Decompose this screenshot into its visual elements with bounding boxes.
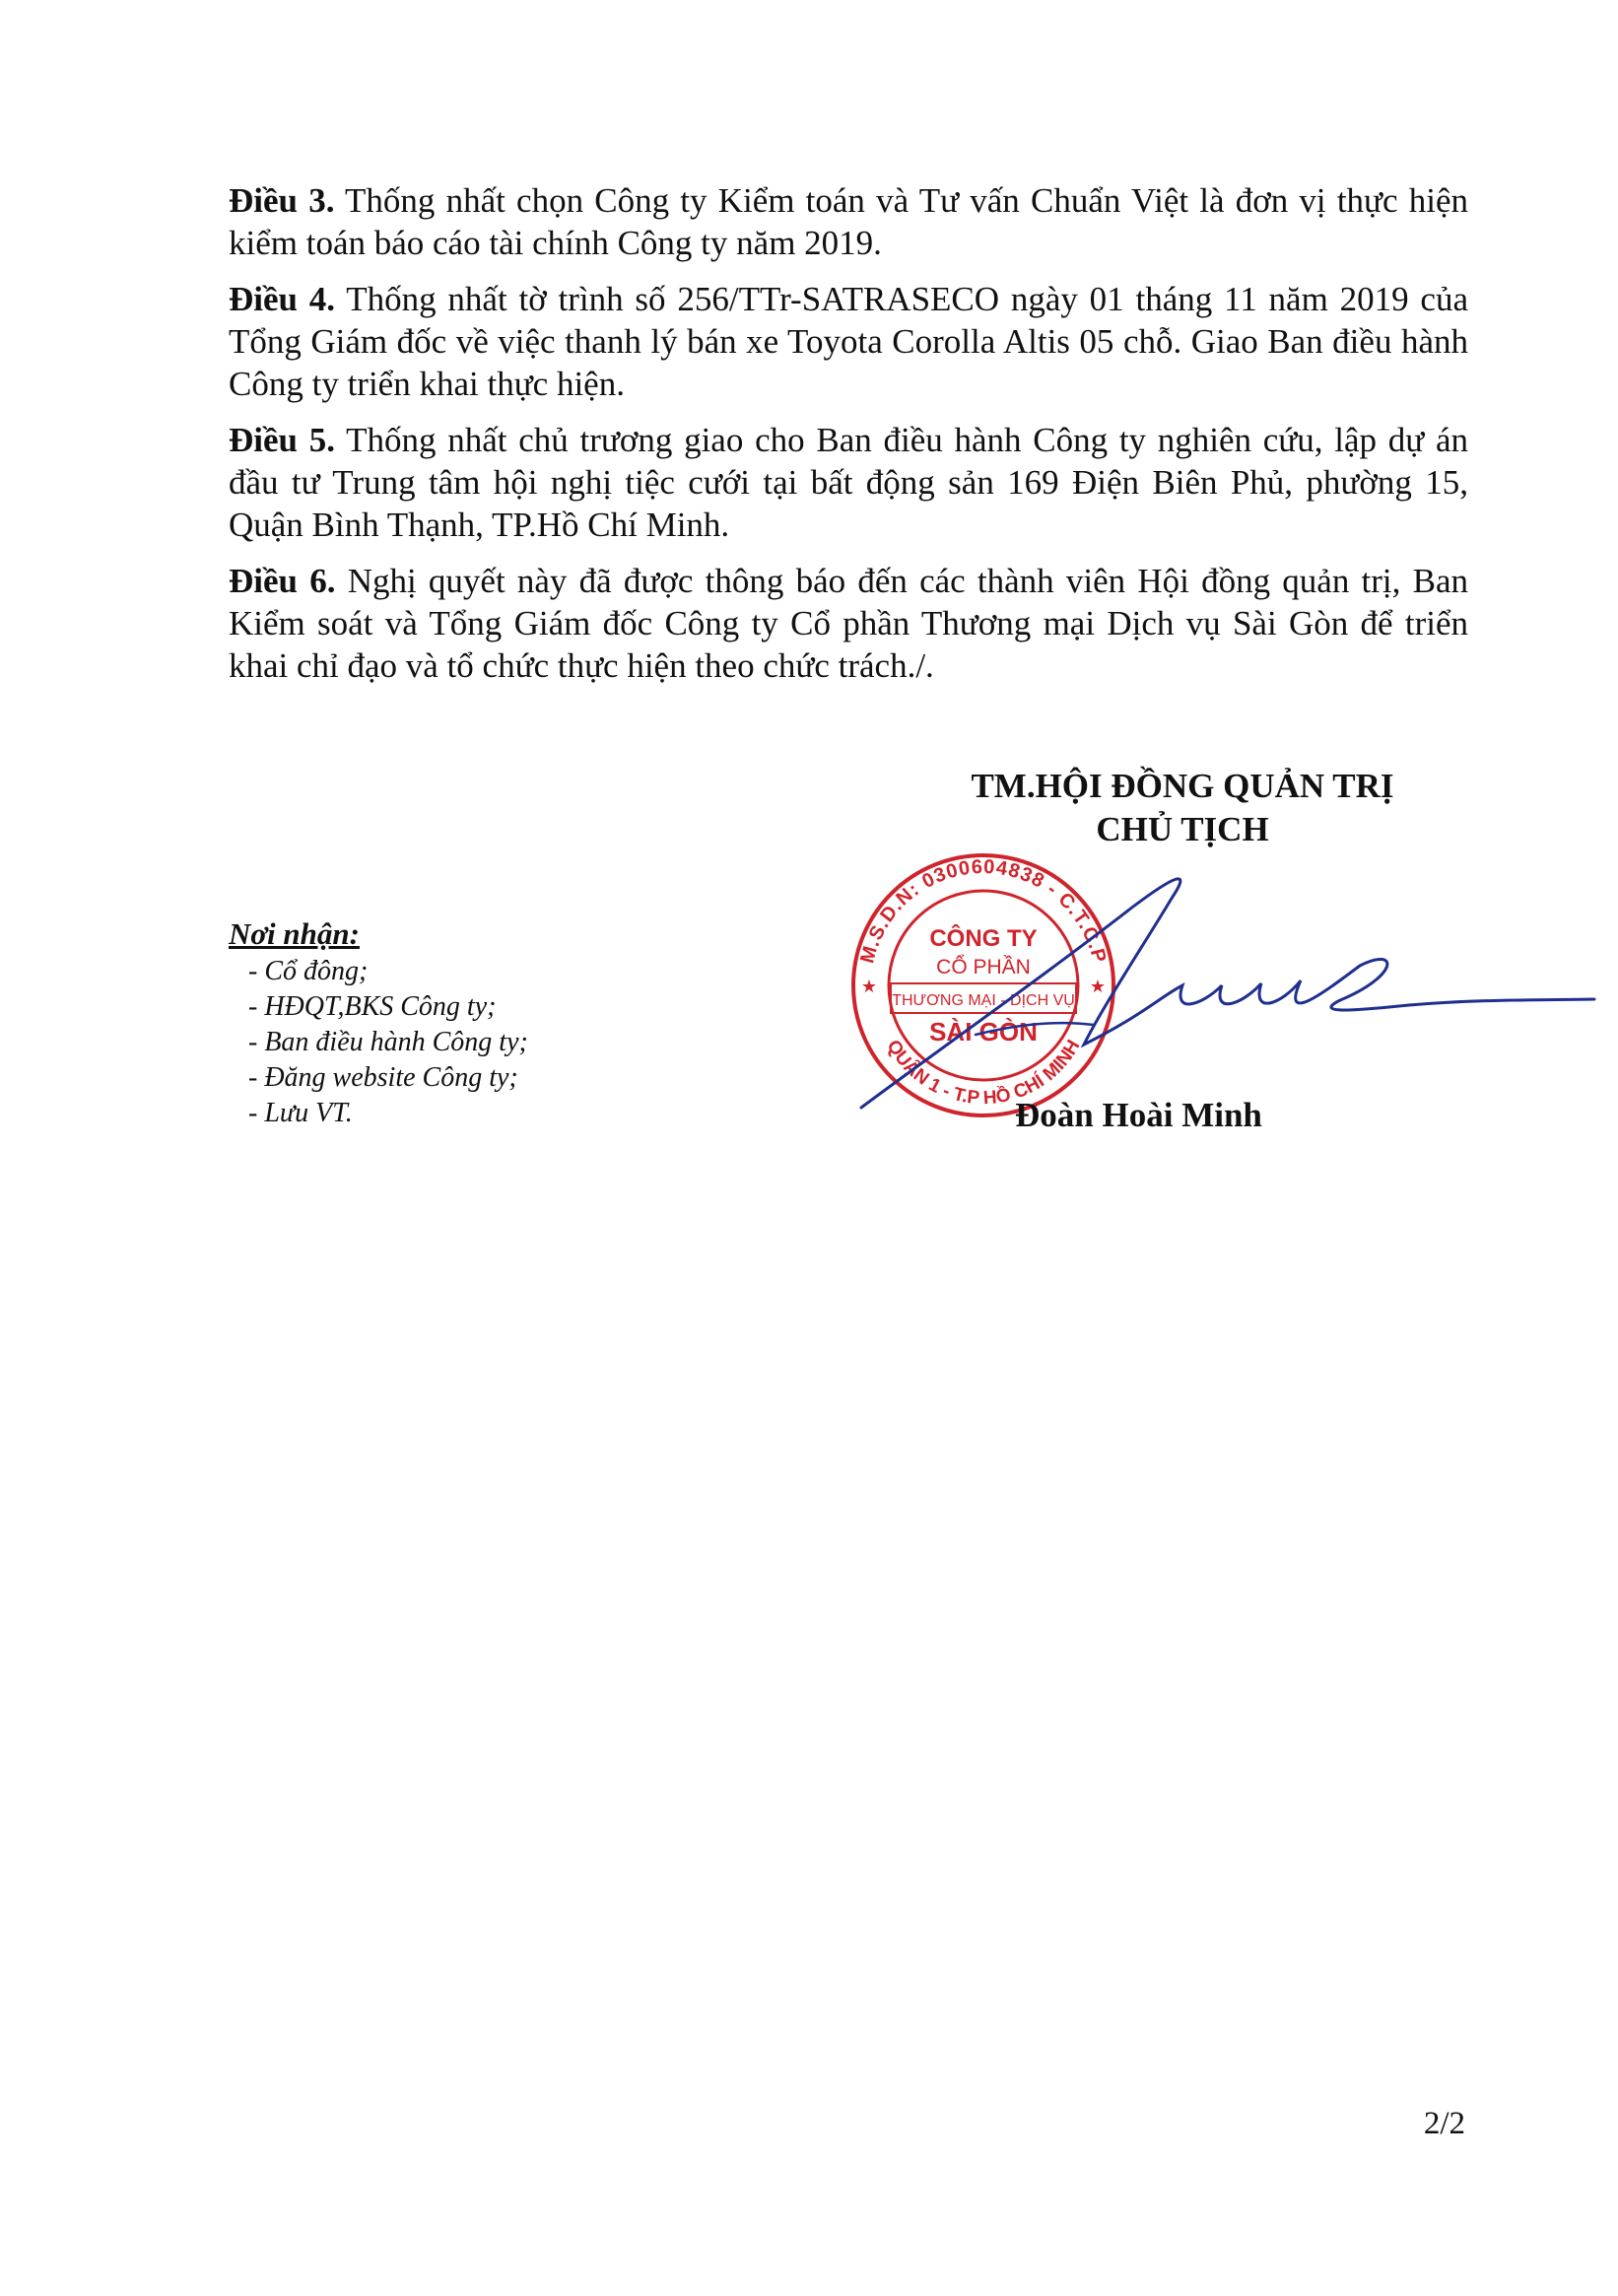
seal-outer-text: M.S.D.N: 0300604838 - C.T.C.P [856, 855, 1111, 966]
handwritten-signature [847, 867, 1596, 1123]
recipient-item: - Cổ đông; [248, 956, 369, 986]
recipient-item: - Lưu VT. [248, 1098, 353, 1128]
article-5-heading: Điều 5. [229, 421, 335, 459]
chairman-title: CHỦ TỊCH [1096, 810, 1269, 848]
recipient-item: - Đăng website Công ty; [248, 1062, 518, 1093]
board-title: TM.HỘI ĐỒNG QUẢN TRỊ [971, 767, 1394, 805]
seal-star-right: ★ [1089, 977, 1107, 996]
recipient-item: - Ban điều hành Công ty; [248, 1027, 528, 1057]
article-3-heading: Điều 3. [229, 181, 335, 220]
article-3 [229, 179, 1468, 264]
page-number: 2/2 [1423, 2106, 1465, 2141]
article-3-text: Thống nhất chọn Công ty Kiểm toán và Tư vấn Chuẩn Việt là đơn vị thực hiện kiểm toán báo cáo tài chính Công ty năm 2019. [229, 181, 1469, 262]
seal-star-left: ★ [860, 977, 878, 996]
seal-jsc-label: CỔ PHẦN [936, 956, 1031, 979]
resolution-articles [229, 179, 1468, 701]
recipients-label: Nơi nhận: [229, 916, 360, 951]
article-6 [229, 560, 1468, 687]
recipient-item: - HĐQT,BKS Công ty; [248, 991, 497, 1022]
signer-name: Đoàn Hoài Minh [1015, 1096, 1262, 1134]
article-6-text: Nghị quyết này đã được thông báo đến các thành viên Hội đồng quản trị, Ban Kiểm soát và Tổng Giám đốc Công ty Cổ phần Thương mại Dịch vụ Sài Gòn để triển khai chỉ đạo và tổ chức thực hiện theo chức trách./. [229, 562, 1468, 685]
signature-title [847, 765, 1517, 851]
article-5-text: Thống nhất chủ trương giao cho Ban điều hành Công ty nghiên cứu, lập dự án đầu tư Trung tâm hội nghị tiệc cưới tại bất động sản 169 Điện Biên Phủ, phường 15, Quận Bình Thạnh, TP.Hồ Chí Minh. [229, 421, 1469, 544]
seal-city-label: SÀI GÒN [929, 1017, 1038, 1047]
article-5 [229, 419, 1468, 546]
article-4 [229, 278, 1468, 405]
article-4-heading: Điều 4. [229, 280, 336, 318]
article-6-heading: Điều 6. [229, 562, 336, 600]
recipients-block [229, 914, 721, 1131]
article-4-text: Thống nhất tờ trình số 256/TTr-SATRASECO ngày 01 tháng 11 năm 2019 của Tổng Giám đốc về việc thanh lý bán xe Toyota Corolla Altis 05 chỗ. Giao Ban điều hành Công ty triển khai thực hiện. [229, 280, 1468, 403]
seal-company-label: CÔNG TY [929, 925, 1038, 952]
seal-trade-label: THƯƠNG MẠI - DỊCH VỤ [892, 992, 1075, 1009]
seal-bottom-text: QUẬN 1 - T.P HỒ CHÍ MINH [882, 1036, 1085, 1110]
